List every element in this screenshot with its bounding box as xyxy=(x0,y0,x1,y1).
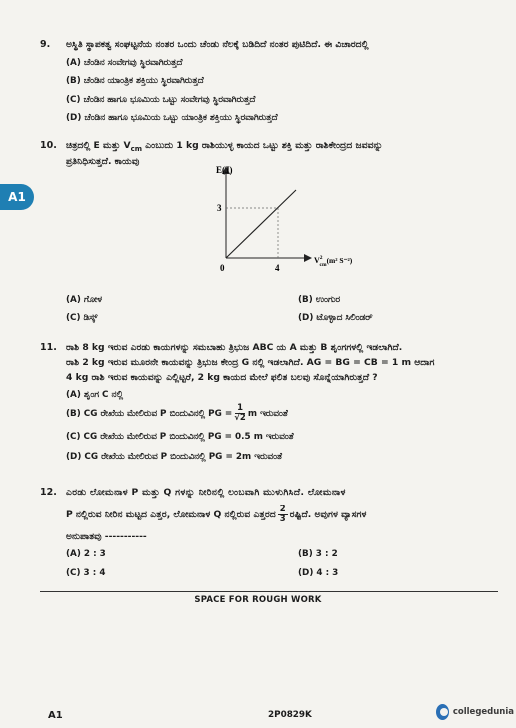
rough-work-label: SPACE FOR ROUGH WORK xyxy=(194,595,322,605)
question-10-options xyxy=(40,293,512,327)
option-d: (D) 4 : 3 xyxy=(298,568,339,578)
y-tick-label: 3 xyxy=(217,203,222,213)
question-number: 10. xyxy=(40,140,57,151)
logo-text: collegedunia xyxy=(452,707,514,717)
option-d: (D) ಟೊಳ್ಳಾದ ಸಿಲಿಂಡರ್ xyxy=(298,313,373,323)
footer-section-code: A1 xyxy=(48,710,63,721)
question-text-line2: ರಾಶಿ 2 kg ಇರುವ ಮೂರನೇ ಕಾಯವನ್ನು ತ್ರಿಭುಜ ಕೇಂದ್ರ G ನಲ್ಲಿ ಇಡಲಾಗಿದೆ. AG = BG = CB = 1 m ಆದಾಗ xyxy=(66,357,435,368)
section-tab: A1 xyxy=(0,184,34,210)
option-a: (A) ಶೃಂಗ C ನಲ್ಲಿ xyxy=(66,390,124,400)
option-a: (A) 2 : 3 xyxy=(66,549,106,559)
fraction: $\frac{1}{√2}$ xyxy=(234,403,246,423)
question-text: ರಾಶಿ 8 kg ಇರುವ ಎರಡು ಕಾಯಗಳನ್ನು ಸಮಬಾಹು ತ್ರಿಭುಜ ABC ಯ A ಮತ್ತು B ಶೃಂಗಗಳಲ್ಲಿ ಇಡಲಾಗಿದೆ. xyxy=(66,342,403,353)
graph-svg xyxy=(200,164,380,276)
option-a: (A) ಚೆಂಡಿನ ಸಂವೇಗವು ಸ್ಥಿರವಾಗಿರುತ್ತದೆ xyxy=(66,58,183,68)
watermark-logo xyxy=(436,700,514,724)
footer-paper-code: 2P0829K xyxy=(268,710,312,720)
option-c: (C) 3 : 4 xyxy=(66,568,106,578)
question-11 xyxy=(40,341,512,471)
logo-icon xyxy=(436,704,449,720)
energy-velocity-graph xyxy=(200,164,380,280)
option-b: (B) ಉಂಗುರ xyxy=(298,295,341,305)
origin-label: 0 xyxy=(220,263,225,273)
question-text: ಅಸ್ಥಿತಿ ಸ್ಥಾಪಕತ್ವ ಸಂಘಟ್ಟನೆಯ ನಂತರ ಒಂದು ಚೆಂಡು ನೆಲಕ್ಕೆ ಬಡಿದಿದೆ ನಂತರ ಪುಟಿದಿದೆ. ಈ ವಿಚಾರದಲ್ಲಿ xyxy=(66,39,369,50)
option-c: (C) ಚೆಂಡಿನ ಹಾಗೂ ಭೂಮಿಯ ಒಟ್ಟು ಸಂವೇಗವು ಸ್ಥಿರವಾಗಿರುತ್ತದೆ xyxy=(66,95,256,105)
question-text: ಎರಡು ಲೋಮನಾಳ P ಮತ್ತು Q ಗಳನ್ನು ನೀರಿನಲ್ಲಿ ಲಂಬವಾಗಿ ಮುಳುಗಿಸಿದೆ. ಲೋಮನಾಳ xyxy=(66,487,346,498)
question-text-line2: P ನಲ್ಲಿರುವ ನೀರಿನ ಮಟ್ಟದ ಎತ್ತರ, ಲೋಮನಾಳ Q ನಲ್ಲಿರುವ ಎತ್ತರದ $\frac{2}{3}$ ರಷ್ಟಿದೆ. ಅವುಗಳ ವ್ಯಾಸಗಳ xyxy=(66,505,367,524)
fraction: $\frac{2}{3}$ xyxy=(279,505,286,524)
question-text-line3: ಅನುಪಾತವು ----------- xyxy=(66,531,147,542)
option-d: (D) CG ರೇಖೆಯ ಮೇಲಿರುವ P ಬಿಂದುವಿನಲ್ಲಿ PG = 2m ಇರುವಂತೆ xyxy=(66,452,282,462)
graph-line xyxy=(226,190,296,258)
y-axis-label: E(J) xyxy=(216,165,233,175)
option-d: (D) ಚೆಂಡಿನ ಹಾಗೂ ಭೂಮಿಯ ಒಟ್ಟು ಯಾಂತ್ರಿಕ ಶಕ್ತಿಯು ಸ್ಥಿರವಾಗಿರುತ್ತದೆ xyxy=(66,113,278,123)
option-c: (C) CG ರೇಖೆಯ ಮೇಲಿರುವ P ಬಿಂದುವಿನಲ್ಲಿ PG = 0.5 m ಇರುವಂತೆ xyxy=(66,432,294,442)
section-divider xyxy=(40,591,498,592)
question-text: ಚಿತ್ರದಲ್ಲಿ E ಮತ್ತು $V_{cm}$ ಎಂಬುದು 1 kg ರಾಶಿಯುಳ್ಳ ಕಾಯದ ಒಟ್ಟು ಶಕ್ತಿ ಮತ್ತು ರಾಶಿಕೇಂದ್ರದ ಜವವನ್ನು xyxy=(66,140,383,153)
x-axis-arrow xyxy=(304,254,312,262)
question-number: 12. xyxy=(40,487,57,498)
question-text-line3: 4 kg ರಾಶಿ ಇರುವ ಕಾಯವನ್ನು ಎಲ್ಲಿಟ್ಟರೆ, 2 kg ಕಾಯದ ಮೇಲೆ ಫಲಿತ ಬಲವು ಸೊನ್ನೆಯಾಗಿರುತ್ತದೆ ? xyxy=(66,372,378,383)
option-b: (B) CG ರೇಖೆಯ ಮೇಲಿರುವ P ಬಿಂದುವಿನಲ್ಲಿ PG = $\frac{1}{√2}$ m ಇರುವಂತೆ xyxy=(66,403,288,423)
question-9 xyxy=(40,38,512,128)
question-number: 11. xyxy=(40,342,57,353)
question-12 xyxy=(40,486,512,586)
option-c: (C) ಡಿಸ್ಕ್ xyxy=(66,313,98,323)
question-text-line2: ಪ್ರತಿನಿಧಿಸುತ್ತದೆ. ಕಾಯವು xyxy=(66,156,140,167)
x-axis-label: $V^2$ cm(m² S⁻²) xyxy=(314,255,353,268)
option-a: (A) ಗೋಳ xyxy=(66,295,102,305)
option-b: (B) ಚೆಂಡಿನ ಯಾಂತ್ರಿಕ ಶಕ್ತಿಯು ಸ್ಥಿರವಾಗಿರುತ್ತದೆ xyxy=(66,76,204,86)
x-tick-label: 4 xyxy=(275,263,280,273)
question-number: 9. xyxy=(40,39,51,50)
option-b: (B) 3 : 2 xyxy=(298,549,338,559)
